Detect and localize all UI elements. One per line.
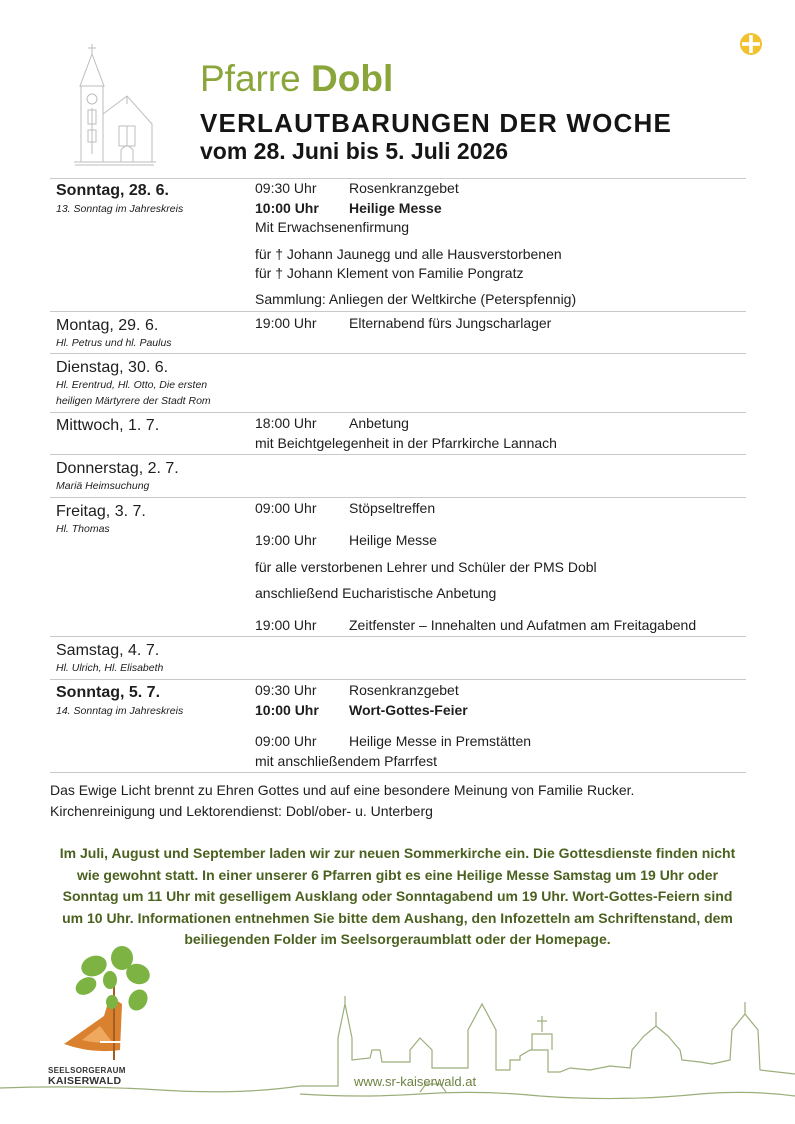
- parish-title: [200, 58, 393, 100]
- divider: [50, 679, 746, 680]
- entry-text: Wort-Gottes-Feier: [349, 702, 468, 718]
- entry-text: Stöpseltreffen: [349, 500, 436, 516]
- summer-notice: [44, 843, 751, 951]
- divider: [50, 636, 746, 637]
- entry-text: mit Beichtgelegenheit in der Pfarrkirche Lannach: [255, 435, 557, 451]
- entry-time: 09:30 Uhr: [255, 180, 317, 196]
- cross-badge-icon: [739, 32, 763, 56]
- parish-prefix: Pfarre: [200, 58, 301, 99]
- entry-text: Rosenkranzgebet: [349, 682, 459, 698]
- logo-line2: KAISERWALD: [48, 1075, 122, 1087]
- logo-line1: SEELSORGERAUM: [48, 1066, 126, 1075]
- entry-text: Heilige Messe: [349, 200, 442, 216]
- entry-text: Elternabend fürs Jungscharlager: [349, 315, 552, 331]
- entry-time: 09:00 Uhr: [255, 500, 317, 516]
- entry-time: 09:30 Uhr: [255, 682, 317, 698]
- day-subtitle: Hl. Petrus und hl. Paulus: [56, 337, 172, 349]
- entry-text: anschließend Eucharistische Anbetung: [255, 585, 497, 601]
- entry-time: 10:00 Uhr: [255, 200, 319, 216]
- day-name: Mittwoch, 1. 7.: [56, 417, 160, 434]
- church-sketch-icon: [72, 44, 157, 166]
- day-name: Montag, 29. 6.: [56, 317, 159, 334]
- divider: [50, 353, 746, 354]
- day-name: Donnerstag, 2. 7.: [56, 460, 179, 477]
- summer-notice-line: Im Juli, August und September laden wir zur neuen Sommerkirche ein. Die Gottesdienste finden nicht: [59, 845, 736, 861]
- summer-notice-line: um 10 Uhr. Informationen entnehmen Sie bitte dem Aushang, den Infozetteln am Schriftenstand, dem: [62, 909, 733, 926]
- website-link[interactable]: www.sr-kaiserwald.at: [354, 1074, 477, 1089]
- entry-text: Anbetung: [349, 415, 409, 431]
- divider: [50, 454, 746, 455]
- divider: [50, 178, 746, 179]
- skyline-sketch-icon: [0, 990, 795, 1110]
- entry-text: für † Johann Klement von Familie Pongratz: [255, 265, 524, 281]
- day-name: Sonntag, 5. 7.: [56, 684, 161, 701]
- entry-time: 10:00 Uhr: [255, 702, 319, 718]
- entry-text: Mit Erwachsenenfirmung: [255, 219, 410, 235]
- day-subtitle: Hl. Thomas: [56, 523, 110, 535]
- entry-text: mit anschließendem Pfarrfest: [255, 753, 438, 769]
- entry-time: 18:00 Uhr: [255, 415, 317, 431]
- day-subtitle: 14. Sonntag im Jahreskreis: [56, 705, 184, 717]
- day-name: Freitag, 3. 7.: [56, 503, 146, 520]
- entry-text: Sammlung: Anliegen der Weltkirche (Peterspfennig): [255, 291, 577, 307]
- day-subtitle: Hl. Erentrud, Hl. Otto, Die ersten: [56, 379, 208, 391]
- entry-text: Zeitfenster – Innehalten und Aufatmen am Freitagabend: [349, 617, 697, 633]
- day-name: Samstag, 4. 7.: [56, 642, 160, 659]
- day-subtitle: Hl. Ulrich, Hl. Elisabeth: [56, 662, 164, 674]
- divider: [50, 412, 746, 413]
- summer-notice-line: Sonntag um 11 Uhr mit geselligem Ausklang oder Sonntagabend um 19 Uhr. Wort-Gottes-Feiern sind: [62, 888, 733, 904]
- summer-notice-line: wie gewohnt statt. In einer unserer 6 Pfarren gibt es eine Heilige Messe Samstag um 19 Uhr oder: [76, 866, 719, 883]
- entry-text: Heilige Messe in Premstätten: [349, 733, 532, 749]
- entry-text: für alle verstorbenen Lehrer und Schüler der PMS Dobl: [255, 559, 597, 575]
- day-name: Dienstag, 30. 6.: [56, 359, 169, 376]
- divider: [50, 772, 746, 773]
- entry-text: Heilige Messe: [349, 532, 437, 548]
- note-text: Das Ewige Licht brennt zu Ehren Gottes und auf eine besondere Meinung von Familie Rucker.: [50, 782, 635, 798]
- parish-name: Dobl: [311, 58, 394, 99]
- entry-time: 19:00 Uhr: [255, 617, 317, 633]
- day-subtitle: Mariä Heimsuchung: [56, 480, 150, 492]
- note-text: Kirchenreinigung und Lektorendienst: Dobl/ober- u. Unterberg: [50, 803, 433, 819]
- entry-time: 19:00 Uhr: [255, 315, 317, 331]
- divider: [50, 497, 746, 498]
- entry-text: Rosenkranzgebet: [349, 180, 459, 196]
- entry-time: 19:00 Uhr: [255, 532, 317, 548]
- entry-time: 09:00 Uhr: [255, 733, 317, 749]
- day-subtitle: 13. Sonntag im Jahreskreis: [56, 203, 184, 215]
- entry-text: für † Johann Jaunegg und alle Hausverstorbenen: [255, 246, 562, 262]
- summer-notice-line: beiliegenden Folder im Seelsorgeraumblatt oder der Homepage.: [184, 931, 611, 947]
- day-name: Sonntag, 28. 6.: [56, 182, 169, 199]
- page-title: VERLAUTBARUNGEN DER WOCHE: [200, 108, 672, 138]
- divider: [50, 311, 746, 312]
- day-subtitle: heiligen Märtyrere der Stadt Rom: [56, 395, 211, 407]
- date-range: vom 28. Juni bis 5. Juli 2026: [200, 138, 509, 164]
